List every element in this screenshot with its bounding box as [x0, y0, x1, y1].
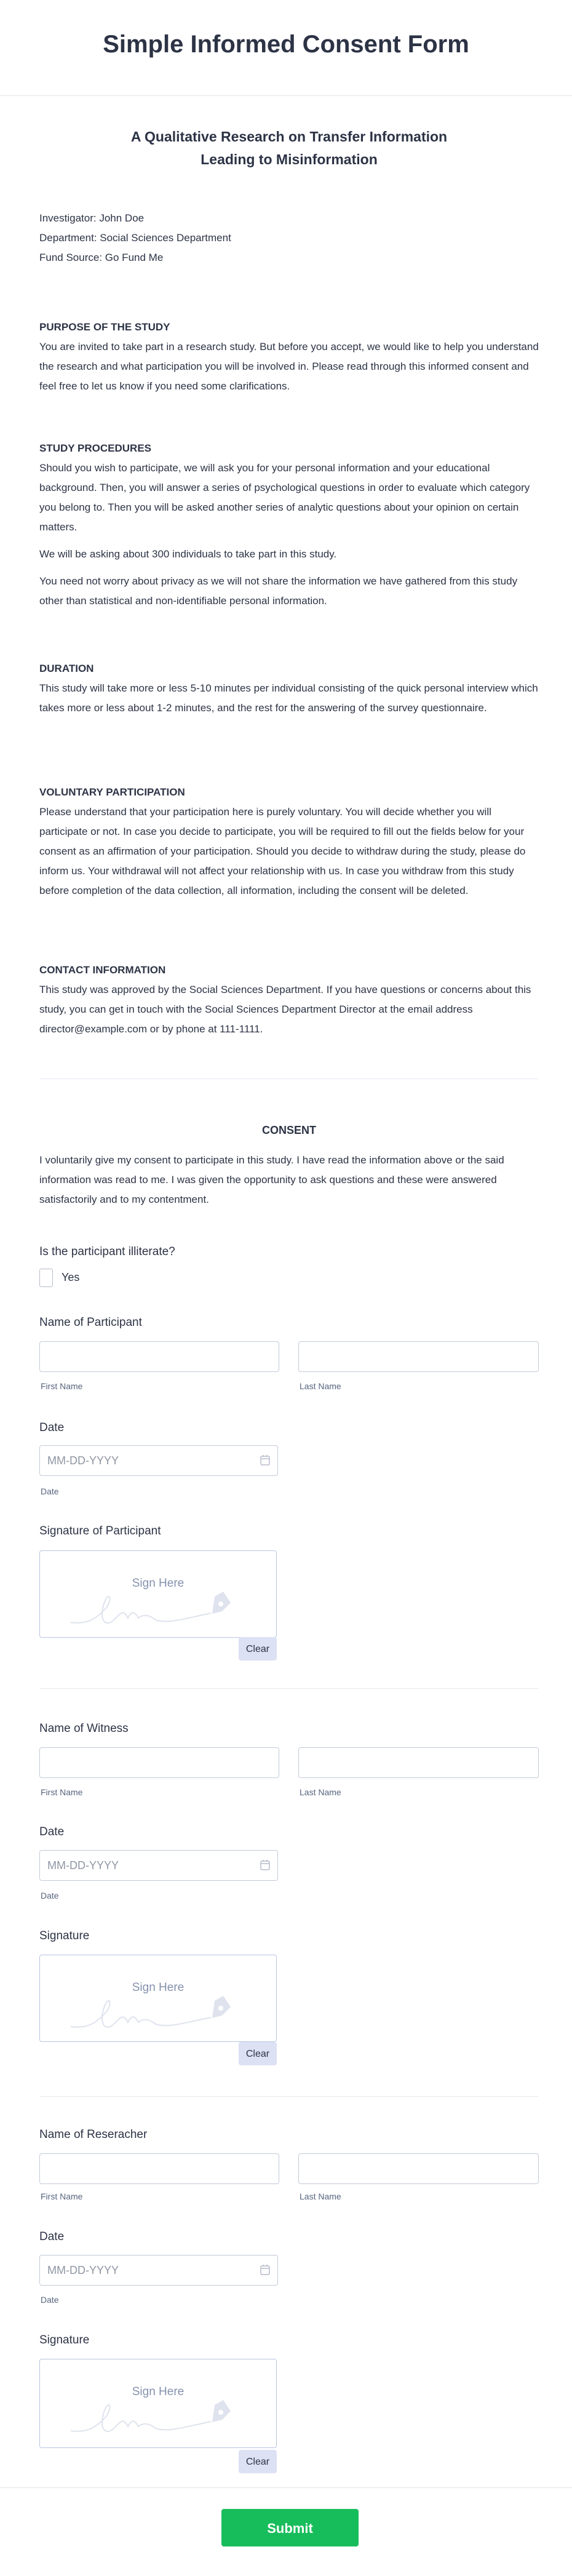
- researcher-name-label: Name of Reseracher: [39, 2128, 148, 2141]
- section-duration: [39, 659, 539, 718]
- header-divider: [0, 95, 572, 96]
- last-name-sublabel: Last Name: [300, 1381, 341, 1391]
- section-contact: [39, 960, 539, 1039]
- section-procedures: [39, 439, 539, 611]
- section-text: You are invited to take part in a research study. But before you accept, we would like to help you understand the research and what participation you will be involved in. Please read through this informed consent and feel free to let us know if you need some clarifications.: [39, 341, 539, 392]
- section-text: You need not worry about privacy as we will not share the information we have gathered from this study other than statistical and non-identifiable personal information.: [39, 575, 518, 607]
- participant-name-label: Name of Participant: [39, 1316, 142, 1329]
- sign-here-text: Sign Here: [132, 2385, 185, 2398]
- researcher-signature-label: Signature: [39, 2334, 90, 2347]
- researcher-first-name-input[interactable]: [39, 2153, 279, 2184]
- section-heading: VOLUNTARY PARTICIPATION: [39, 786, 185, 798]
- date-placeholder: MM-DD-YYYY: [47, 1859, 119, 1872]
- last-name-sublabel: Last Name: [300, 1787, 341, 1797]
- participant-last-name-input[interactable]: [298, 1341, 539, 1372]
- participant-clear-button[interactable]: Clear: [239, 1637, 277, 1661]
- section-text: Should you wish to participate, we will ask you for your personal information and your educational background. Then, you will answer a series of psychological questions in order to evaluate which category you belong to. Then you will be asked another series of analytic questions about your opinion on certain matters.: [39, 462, 530, 533]
- first-name-sublabel: First Name: [41, 1787, 83, 1797]
- sign-here-text: Sign Here: [132, 1577, 185, 1590]
- researcher-last-name-input[interactable]: [298, 2153, 539, 2184]
- section-heading: CONTACT INFORMATION: [39, 964, 166, 976]
- calendar-icon[interactable]: [260, 1454, 270, 1465]
- subtitle-line-2: Leading to Misinformation: [201, 151, 378, 167]
- form-title: Simple Informed Consent Form: [103, 31, 469, 58]
- researcher-clear-button[interactable]: Clear: [239, 2450, 277, 2473]
- calendar-icon[interactable]: [260, 1859, 270, 1870]
- section-heading: STUDY PROCEDURES: [39, 442, 151, 454]
- witness-signature-pad[interactable]: [39, 1955, 277, 2042]
- footer-divider: [0, 2487, 572, 2488]
- fund-source: Fund Source: Go Fund Me: [39, 252, 164, 263]
- date-placeholder: MM-DD-YYYY: [47, 1454, 119, 1467]
- section-text: Please understand that your participation here is purely voluntary. You will decide whether you will participate or not. In case you decide to participate, you will be required to fill out the fields below for your consent as an affirmation of your participation. Should you decide to withdraw during the study, please do inform us. Your withdrawal will not affect your relationship with us. In case you withdraw from this study before completion of the data collection, all information, including the consent will be deleted.: [39, 806, 526, 896]
- witness-clear-button[interactable]: Clear: [239, 2042, 277, 2065]
- participant-signature-pad[interactable]: [39, 1550, 277, 1638]
- researcher-signature-pad[interactable]: [39, 2359, 277, 2448]
- date-placeholder: MM-DD-YYYY: [47, 2264, 119, 2276]
- submit-button[interactable]: Submit: [221, 2509, 359, 2546]
- last-name-sublabel: Last Name: [300, 2191, 341, 2201]
- date-sublabel: Date: [41, 1891, 59, 1900]
- witness-first-name-input[interactable]: [39, 1747, 279, 1778]
- first-name-sublabel: First Name: [41, 2191, 83, 2201]
- first-name-sublabel: First Name: [41, 1381, 83, 1391]
- signature-pen-icon: [70, 1988, 242, 2032]
- witness-date-input[interactable]: [39, 1850, 278, 1881]
- witness-date-label: Date: [39, 1825, 65, 1838]
- date-sublabel: Date: [41, 1486, 59, 1496]
- form-subtitle: [39, 126, 539, 171]
- date-sublabel: Date: [41, 2295, 59, 2305]
- section-divider: [39, 2096, 539, 2097]
- participant-first-name-input[interactable]: [39, 1341, 279, 1372]
- consent-text: [39, 1150, 539, 1210]
- section-heading: DURATION: [39, 663, 94, 674]
- illiterate-yes-label[interactable]: Yes: [62, 1271, 80, 1283]
- section-text: We will be asking about 300 individuals to take part in this study.: [39, 548, 337, 560]
- researcher-date-input[interactable]: [39, 2255, 278, 2286]
- participant-date-label: Date: [39, 1421, 65, 1434]
- subtitle-line-1: A Qualitative Research on Transfer Information: [130, 129, 448, 145]
- investigator: Investigator: John Doe: [39, 212, 145, 224]
- section-text: This study will take more or less 5-10 minutes per individual consisting of the quick personal interview which takes more or less about 1-2 minutes, and the rest for the answering of the survey questionnaire.: [39, 682, 538, 714]
- section-divider: [39, 1688, 539, 1689]
- section-heading: PURPOSE OF THE STUDY: [39, 321, 170, 333]
- signature-pen-icon: [70, 2393, 242, 2436]
- witness-last-name-input[interactable]: [298, 1747, 539, 1778]
- calendar-icon[interactable]: [260, 2264, 270, 2275]
- participant-date-input[interactable]: [39, 1445, 278, 1476]
- consent-paragraph: I voluntarily give my consent to participate in this study. I have read the information above or the said information was read to me. I was given the opportunity to ask questions and these were answered satisfactorily and to my contentment.: [39, 1154, 504, 1205]
- witness-signature-label: Signature: [39, 1929, 90, 1942]
- department: Department: Social Sciences Department: [39, 232, 231, 244]
- study-info: [39, 209, 539, 268]
- witness-name-label: Name of Witness: [39, 1722, 129, 1735]
- section-purpose: [39, 317, 539, 396]
- illiterate-question: Is the participant illiterate?: [39, 1245, 175, 1258]
- section-text: This study was approved by the Social Sciences Department. If you have questions or concerns about this study, you can get in touch with the Social Sciences Department Director at the email address director@example.com or by phone at 111-1111.: [39, 984, 531, 1035]
- participant-signature-label: Signature of Participant: [39, 1525, 161, 1537]
- section-voluntary: [39, 783, 539, 901]
- sign-here-text: Sign Here: [132, 1981, 185, 1994]
- signature-pen-icon: [70, 1584, 242, 1627]
- researcher-date-label: Date: [39, 2230, 65, 2243]
- illiterate-yes-checkbox[interactable]: [39, 1269, 53, 1287]
- consent-title: CONSENT: [261, 1124, 316, 1136]
